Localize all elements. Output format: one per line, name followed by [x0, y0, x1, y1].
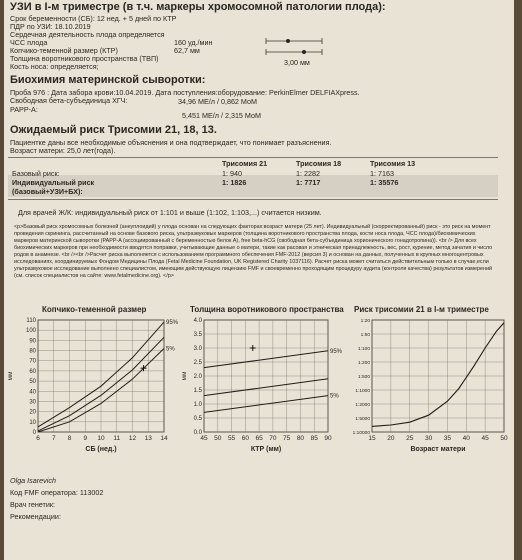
y-tick-label: 4.0: [193, 318, 202, 324]
y-tick-label: 2.0: [193, 374, 202, 380]
fine-print: <p>Базовый риск хромосомных болезней (анеуплоидий) у плода основан на следующих факторах:возраст матери (25 лет). Индивидуальный (скорректированный) риск - это риск на момент проведения скрининга, рассчитанный на основе базового риска, ультразвуковых маркеров (толщина воротникового пространства плода, кости носа плода, ЧСС плода)/биохимических маркеров материнской сыворотки (PAPP-A (ассоциированный с беременностью белок А), free beta-hCG (свободная бета-субъединица хорионического гонадотропина)). <br /> Для всех биохимических маркеров при необходимости вводятся поправки, учитывающие данные о матери, такие как расовая и этническая принадлежность, вес, рост, курение, метод зачатия и число родов в анамнезе. <br /><br />Расчет риска выполняется с использованием программного обеспечения FMF-2012 (версия 3) и основан на данных, полученных в крупных многоцентровых исследованиях, координируемых Фондом Медицины Плода (Fetal Medicine Foundation, UK Registered Charity 1037116). Расчет риска может считаться действительным только в случае,если ультразвуковое исследование выполнено специалистом, имеющим действующую лицензию FMF и своевременно проходящим процедуру аудита (контроля качества) результатов измерений (см. список специалистов на сайте: www.fetalmedicine.org). </p>: [14, 224, 493, 279]
x-tick-label: 75: [283, 435, 291, 442]
indiv-risk-t21: 1: 1826: [222, 178, 247, 187]
x-tick-label: 9: [83, 435, 88, 442]
maternal-age: Возраст матери: 25,0 лет(года).: [10, 146, 116, 155]
recommendations: Рекомендации:: [10, 512, 61, 521]
y-tick-label: 90: [29, 338, 36, 345]
x-axis-label: СБ (нед.): [85, 446, 117, 453]
biochem-title: Биохимия материнской сыворотки:: [10, 74, 206, 86]
x-tick-label: 10: [97, 435, 105, 442]
ktr-value: 62,7 мм: [174, 46, 200, 55]
risk-title: Ожидаемый риск Трисомии 21, 18, 13.: [10, 124, 217, 136]
x-tick-label: 8: [67, 435, 72, 442]
y-tick-label: 1:50: [360, 333, 370, 338]
y-tick-label: 1:5000: [355, 417, 370, 422]
x-tick-label: 55: [227, 435, 236, 442]
nasal-bone: Кость носа: определяется;: [10, 62, 99, 71]
series-line-0: [204, 351, 328, 368]
col-t18: Трисомия 18: [296, 159, 342, 168]
y-tick-label: 100: [25, 328, 36, 335]
y-tick-label: 50: [29, 379, 36, 386]
chart-ktr: [4, 314, 180, 460]
x-tick-label: 85: [310, 435, 318, 442]
chart-tvp: [178, 314, 348, 460]
fmf-code: Код FMF оператора: 113002: [10, 488, 104, 497]
x-tick-label: 50: [214, 435, 222, 442]
y-tick-label: 0.5: [193, 416, 202, 422]
series-label: 95%: [330, 348, 343, 355]
geneticist: Врач генетик:: [10, 500, 56, 509]
x-tick-label: 15: [368, 435, 376, 442]
pdr-by-us: ПДР по УЗИ: 18.10.2019: [10, 22, 91, 31]
col-t21: Трисомия 21: [222, 159, 268, 168]
indiv-risk-t18: 1: 7717: [296, 178, 321, 187]
x-tick-label: 13: [144, 435, 152, 442]
y-tick-label: 1:1000: [355, 389, 370, 394]
y-tick-label: 1.0: [193, 402, 202, 408]
indiv-risk-sub: (базовый+УЗИ+БХ):: [12, 187, 83, 196]
chart-risk: [336, 314, 514, 460]
y-tick-label: 2.5: [193, 360, 202, 366]
hr-value: 160 уд./мин: [174, 38, 213, 47]
series-line-1: [204, 379, 328, 396]
y-tick-label: 1:20: [360, 319, 370, 324]
risk-curve: [372, 323, 504, 427]
base-risk-t18: 1: 2282: [296, 169, 320, 178]
x-tick-label: 11: [113, 435, 121, 442]
x-tick-label: 35: [443, 435, 452, 442]
base-risk-t21: 1: 940: [222, 169, 242, 178]
sample-line: Проба 976 : Дата забора крови:10.04.2019. Дата поступления:оборудование: PerkinElmer DELFIAXpress.: [10, 88, 360, 97]
x-tick-label: 80: [296, 435, 305, 442]
chart2-title: Толщина воротникового пространства: [190, 305, 344, 314]
y-tick-label: 1.5: [193, 388, 202, 394]
x-axis-label: Возраст матери: [410, 446, 466, 453]
y-tick-label: 60: [29, 368, 36, 375]
y-tick-label: 3.0: [193, 346, 202, 352]
heart-activity: Сердечная деятельность плода определяется: [10, 30, 165, 39]
x-tick-label: 7: [51, 435, 56, 442]
hcg-label: Свободная бета-субъединица ХГЧ:: [10, 96, 128, 105]
x-tick-label: 12: [128, 435, 137, 442]
y-tick-label: 1:10000: [352, 431, 370, 436]
gestation-age: Срок беременности (СБ): 12 нед. + 5 дней по КТР: [10, 14, 177, 23]
x-tick-label: 6: [36, 435, 40, 442]
y-tick-label: 10: [29, 419, 36, 426]
y-tick-label: 70: [29, 358, 36, 365]
y-tick-label: 3.5: [193, 332, 202, 338]
x-tick-label: 50: [500, 435, 508, 442]
series-label: 95%: [166, 320, 179, 327]
y-tick-label: 0.0: [193, 430, 202, 436]
x-tick-label: 65: [255, 435, 263, 442]
y-tick-label: 40: [29, 389, 36, 396]
tvp-label: Толщина воротникового пространства (ТВП): [10, 54, 159, 63]
x-tick-label: 45: [481, 435, 489, 442]
x-tick-label: 45: [200, 435, 208, 442]
base-risk-t13: 1: 7163: [370, 169, 394, 178]
x-tick-label: 14: [160, 435, 168, 442]
header-title: УЗИ в I-м триместре (в т.ч. маркеры хромосомной патологии плода):: [10, 1, 386, 13]
x-tick-label: 25: [406, 435, 414, 442]
hcg-value: 34,96 МЕ/л / 0,862 МоМ: [178, 97, 257, 106]
y-tick-label: 20: [29, 409, 36, 416]
operator-name: Olga Isarevich: [10, 476, 56, 485]
chart1-title: Копчико-теменной размер: [42, 305, 147, 314]
y-tick-label: 1:500: [357, 375, 370, 380]
y-axis-label: мм: [181, 371, 188, 381]
x-tick-label: 30: [424, 435, 433, 442]
indiv-risk-label: Индивидуальный риск: [12, 178, 95, 187]
indiv-risk-t13: 1: 35576: [370, 178, 399, 187]
x-tick-label: 60: [241, 435, 249, 442]
report-page: [4, 0, 514, 560]
risk-note: Пациентке даны все необходимые объяснения и она подтверждает, что понимает разъяснения.: [10, 138, 332, 147]
doctor-note: Для врачей Ж/К: индивидуальный риск от 1:101 и выше (1:102, 1:103,...) считается низким.: [18, 208, 322, 217]
ktr-label: Копчико-теменной размер (КТР): [10, 46, 118, 55]
y-tick-label: 1:200: [357, 361, 370, 366]
x-tick-label: 20: [387, 435, 395, 442]
x-tick-label: 90: [324, 435, 332, 442]
y-axis-label: мм: [7, 371, 14, 381]
tvp-value: 3,00 мм: [284, 58, 310, 67]
y-tick-label: 1:2000: [355, 403, 370, 408]
x-tick-label: 40: [462, 435, 470, 442]
x-axis-label: КТР (мм): [250, 446, 282, 453]
hr-label: ЧСС плода: [10, 38, 48, 47]
marker-scales: [264, 34, 324, 62]
y-tick-label: 1:100: [357, 347, 370, 352]
y-tick-label: 30: [29, 399, 36, 406]
series-label: 5%: [330, 393, 339, 400]
y-tick-label: 80: [29, 348, 36, 355]
pappa-value: 5,451 МЕ/л / 2,315 МоМ: [182, 111, 261, 120]
y-tick-label: 0: [32, 430, 36, 436]
y-tick-label: 110: [26, 318, 36, 324]
x-tick-label: 70: [269, 435, 277, 442]
series-label: 5%: [166, 346, 175, 353]
col-t13: Трисомия 13: [370, 159, 416, 168]
chart3-title: Риск трисомии 21 в I-м триместре: [354, 305, 489, 314]
pappa-label: PAPP-A:: [10, 105, 38, 114]
base-risk-label: Базовый риск:: [12, 169, 60, 178]
